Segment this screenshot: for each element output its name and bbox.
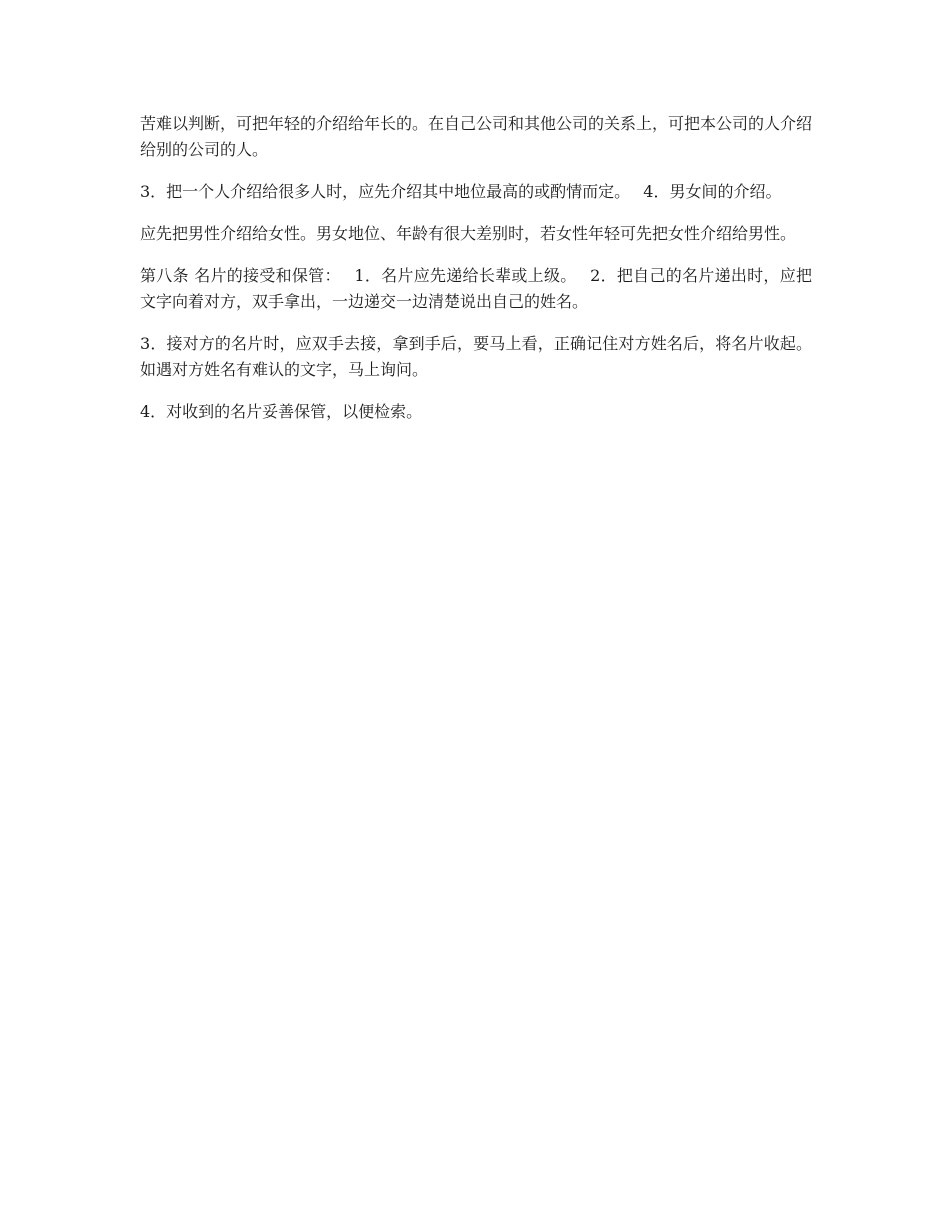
paragraph-keep-cards: 4．对收到的名片妥善保管，以便检索。	[140, 402, 423, 421]
paragraph-introduction-order: 苦难以判断，可把年轻的介绍给年长的。在自己公司和其他公司的关系上，可把本公司的人介绍给别的公司的人。	[140, 114, 813, 159]
document-body	[140, 111, 812, 441]
paragraph-receive-card: 3．接对方的名片时，应双手去接，拿到手后，要马上看，正确记住对方姓名后，将名片收起。如遇对方姓名有难认的文字，马上询问。	[140, 334, 812, 379]
paragraph-men-women: 应先把男性介绍给女性。男女地位、年龄有很大差别时，若女性年轻可先把女性介绍给男性。	[140, 224, 797, 243]
paragraph-article-eight: 第八条 名片的接受和保管： 1．名片应先递给长辈或上级。 2．把自己的名片递出时，应把文字向着对方，双手拿出，一边递交一边清楚说出自己的姓名。	[140, 266, 812, 311]
paragraph-introduce-to-many: 3．把一个人介绍给很多人时，应先介绍其中地位最高的或酌情而定。 4．男女间的介绍。	[140, 182, 782, 201]
